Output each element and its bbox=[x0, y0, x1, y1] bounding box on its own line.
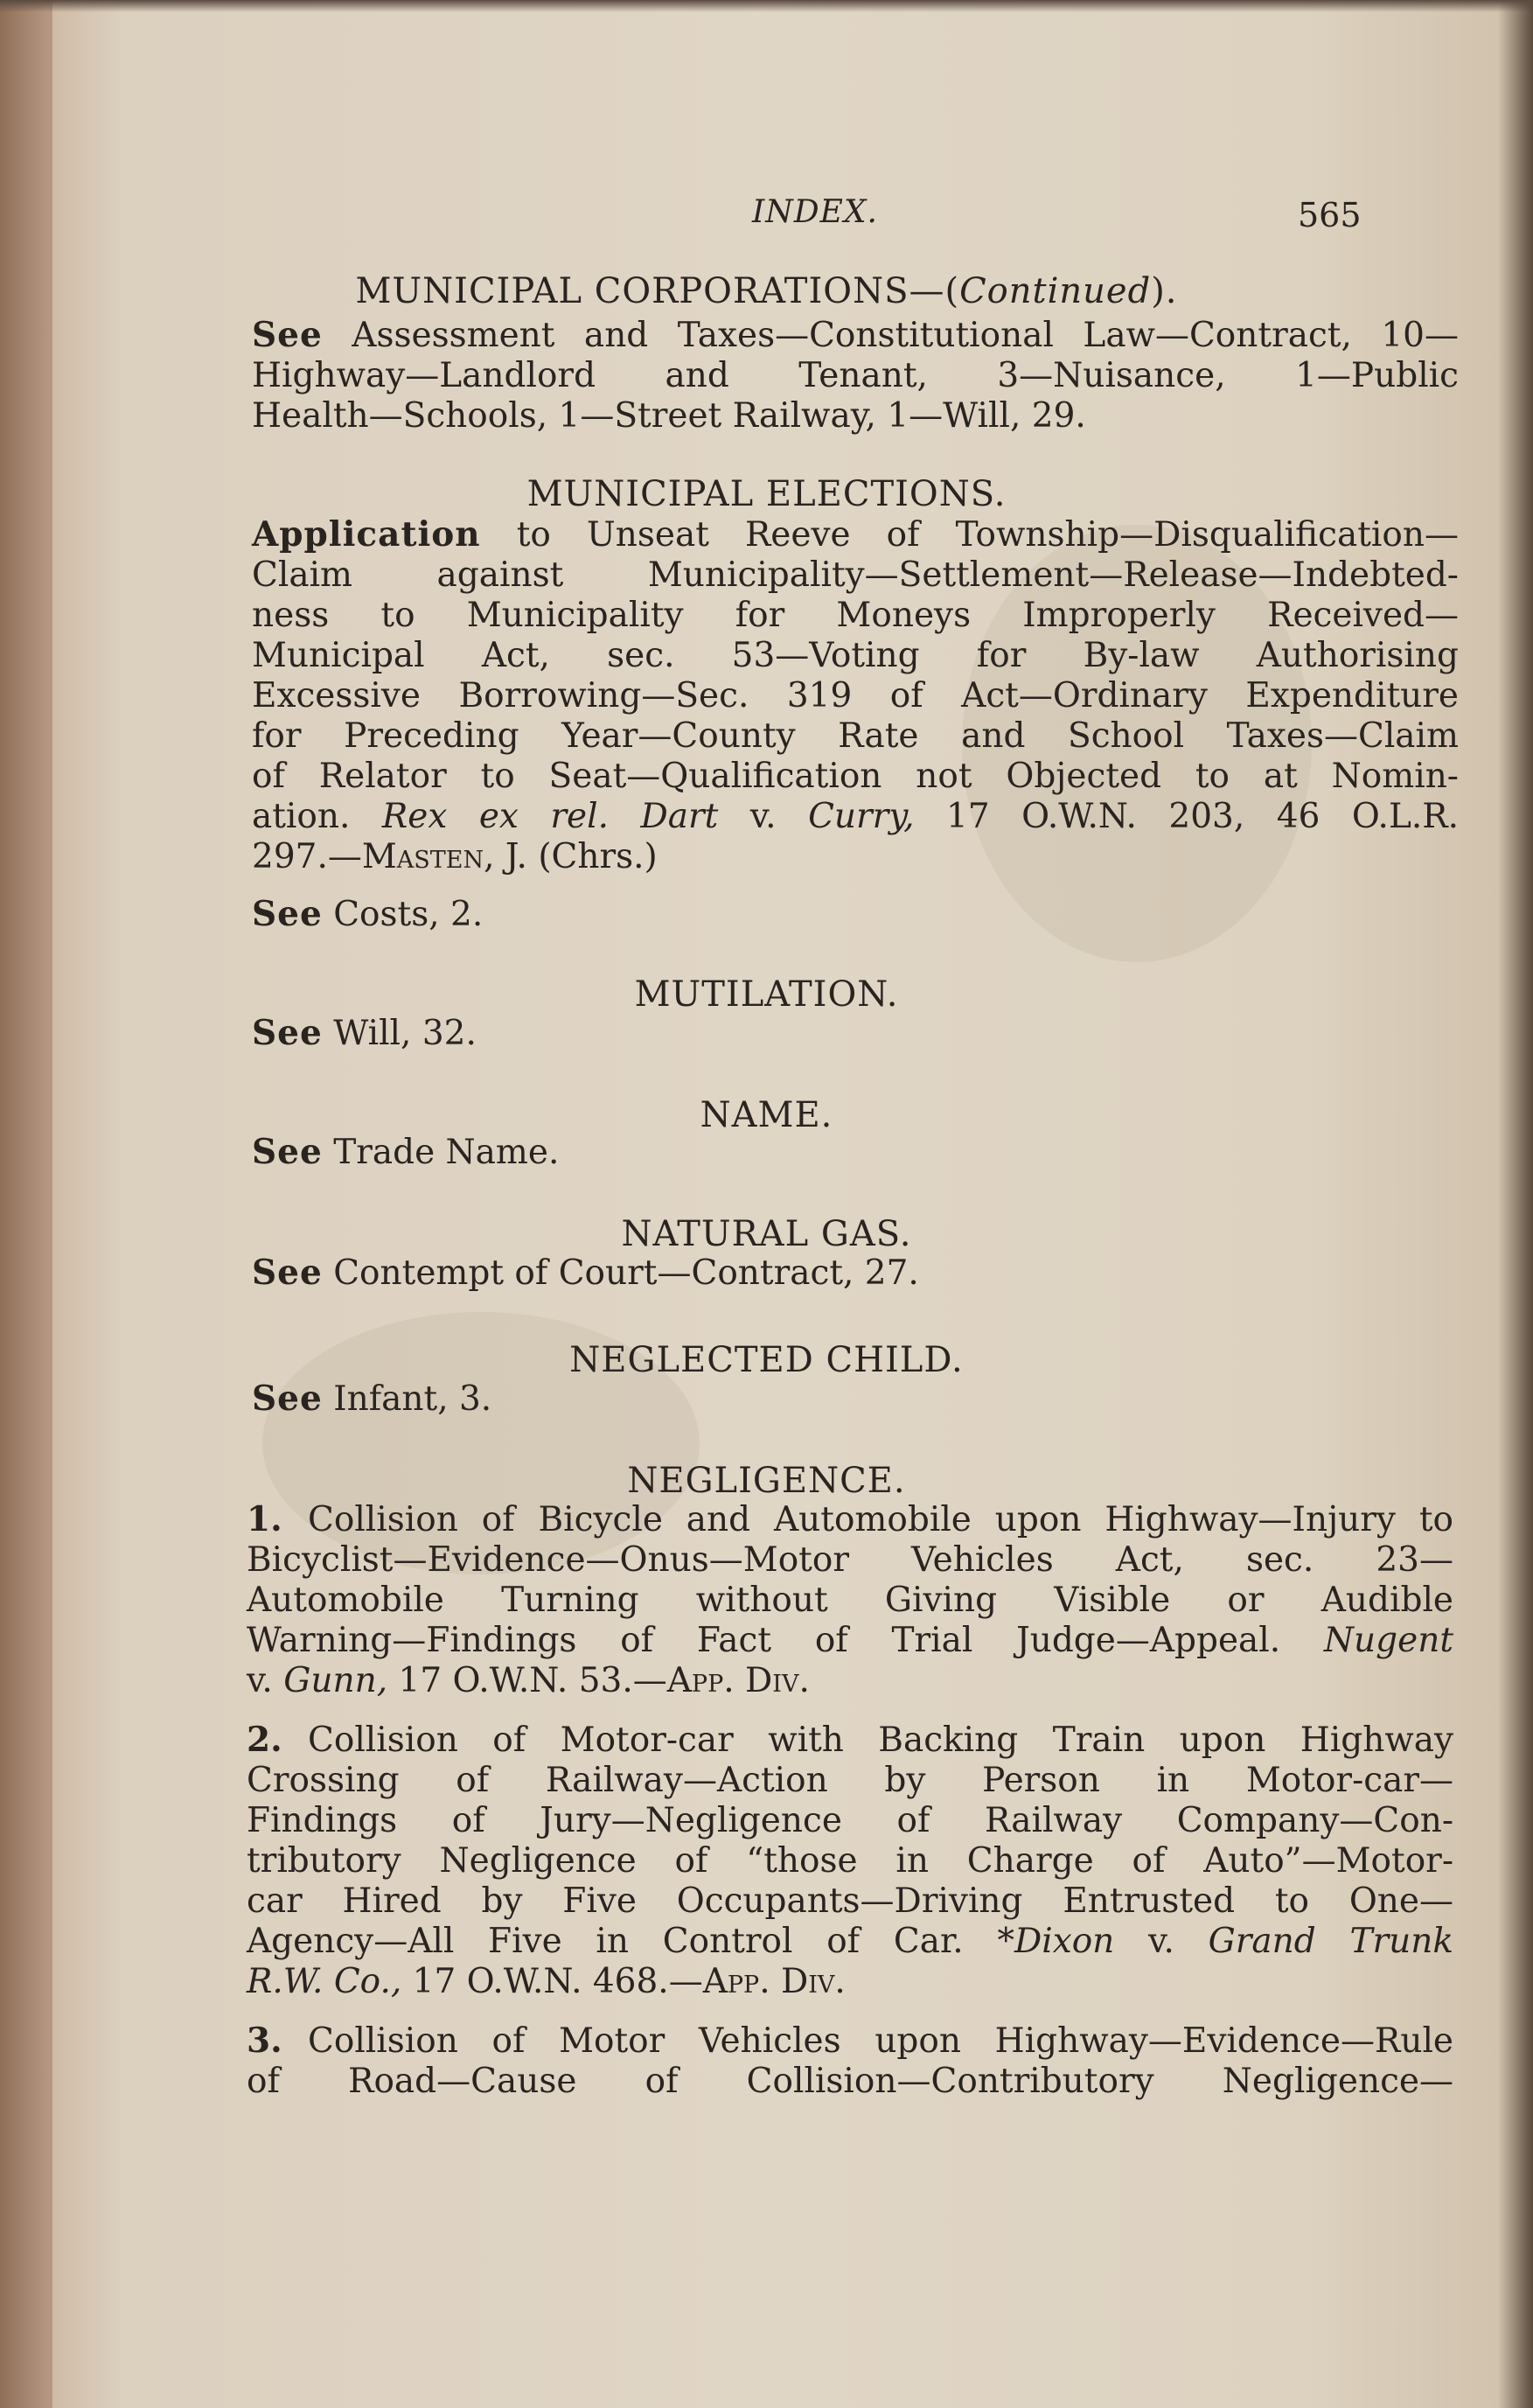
see-label: See bbox=[252, 1253, 323, 1293]
numbered-entry: 1. Collision of Bicycle and Automobile upon Highway—Injury to Bicyclist—Evidence—Onus—Motor Vehicles Act, sec. 23— Automobile Turning without Giving Visible or Audible Warning—Findings of Fact of Trial Judge—Appeal. Nugent v. Gunn, 17 O.W.N. 53.—App. Div. bbox=[247, 1499, 1453, 1700]
index-entry: See Costs, 2. bbox=[252, 894, 484, 934]
section-heading-name: NAME. bbox=[700, 1095, 833, 1135]
entry-number: 2. bbox=[247, 1720, 282, 1760]
see-label: See bbox=[252, 315, 323, 355]
page-number: 565 bbox=[1298, 196, 1362, 234]
numbered-entry: 2. Collision of Motor-car with Backing Train upon Highway Crossing of Railway—Action by Person in Motor-car— Findings of Jury—Negligence of Railway Company—Con- tributory Negligence of “those in Charge of Auto”—Motor- car Hired by Five Occupants—Driving Entrusted to One— Agency—All Five in Control of Car. *Dixon v. Grand Trunk R.W. Co., 17 O.W.N. 468.—App. Div. bbox=[247, 1720, 1453, 2001]
index-entry: Application to Unseat Reeve of Township—Disqualification— Claim against Municipality—Settlement—Release—Indebted- ness to Municipality for Moneys Improperly Received— Municipal Act, sec. 53—Voting for By-law Authorising Excessive Borrowing—Sec. 319 of Act—Ordinary Expenditure for Preceding Year—County Rate and School Taxes—Claim of Relator to Seat—Qualification not Objected to at Nomin- ation. Rex ex rel. Dart v. Curry, 17 O.W.N. 203, 46 O.L.R. 297.—Masten, J. (Chrs.) bbox=[252, 514, 1460, 876]
index-entry: See Trade Name. bbox=[252, 1132, 560, 1172]
see-label: See bbox=[252, 1013, 323, 1053]
entry-lead: Application bbox=[252, 514, 481, 555]
section-heading-mutilation: MUTILATION. bbox=[634, 974, 899, 1015]
entry-number: 3. bbox=[247, 2021, 282, 2061]
running-head: INDEX. bbox=[752, 194, 878, 230]
index-entry: See Assessment and Taxes—Constitutional Law—Contract, 10— Highway—Landlord and Tenant, 3—Nuisance, 1—Public Health—Schools, 1—Street Railway, 1—Will, 29. bbox=[252, 315, 1459, 436]
see-label: See bbox=[252, 894, 323, 934]
entry-number: 1. bbox=[247, 1499, 282, 1539]
see-label: See bbox=[252, 1132, 323, 1172]
entry-line-with-case: Agency—All Five in Control of Car. *Dixon v. Grand Trunk bbox=[247, 1922, 1453, 1961]
case-citation: v. Gunn, 17 O.W.N. 53.—App. Div. bbox=[247, 1661, 810, 1700]
index-entry: See Contempt of Court—Contract, 27. bbox=[252, 1253, 919, 1293]
case-citation: ation. Rex ex rel. Dart v. Curry, 17 O.W.N. 203, 46 O.L.R. bbox=[252, 797, 1460, 836]
section-heading-neglected-child: NEGLECTED CHILD. bbox=[569, 1340, 964, 1380]
index-entry: See Infant, 3. bbox=[252, 1378, 492, 1419]
section-heading-negligence: NEGLIGENCE. bbox=[627, 1461, 906, 1501]
section-heading-natural-gas: NATURAL GAS. bbox=[621, 1214, 912, 1254]
section-heading-municipal-elections: MUNICIPAL ELECTIONS. bbox=[526, 474, 1007, 514]
numbered-entry: 3. Collision of Motor Vehicles upon Highway—Evidence—Rule of Road—Cause of Collision—Contributory Negligence— bbox=[247, 2021, 1453, 2101]
entry-line-with-case: Warning—Findings of Fact of Trial Judge—Appeal. Nugent bbox=[247, 1621, 1453, 1660]
section-heading-municipal-corporations: MUNICIPAL CORPORATIONS—(Continued). bbox=[355, 271, 1178, 311]
index-entry: See Will, 32. bbox=[252, 1013, 477, 1053]
case-citation: R.W. Co., 17 O.W.N. 468.—App. Div. bbox=[247, 1962, 846, 2001]
see-label: See bbox=[252, 1378, 323, 1419]
